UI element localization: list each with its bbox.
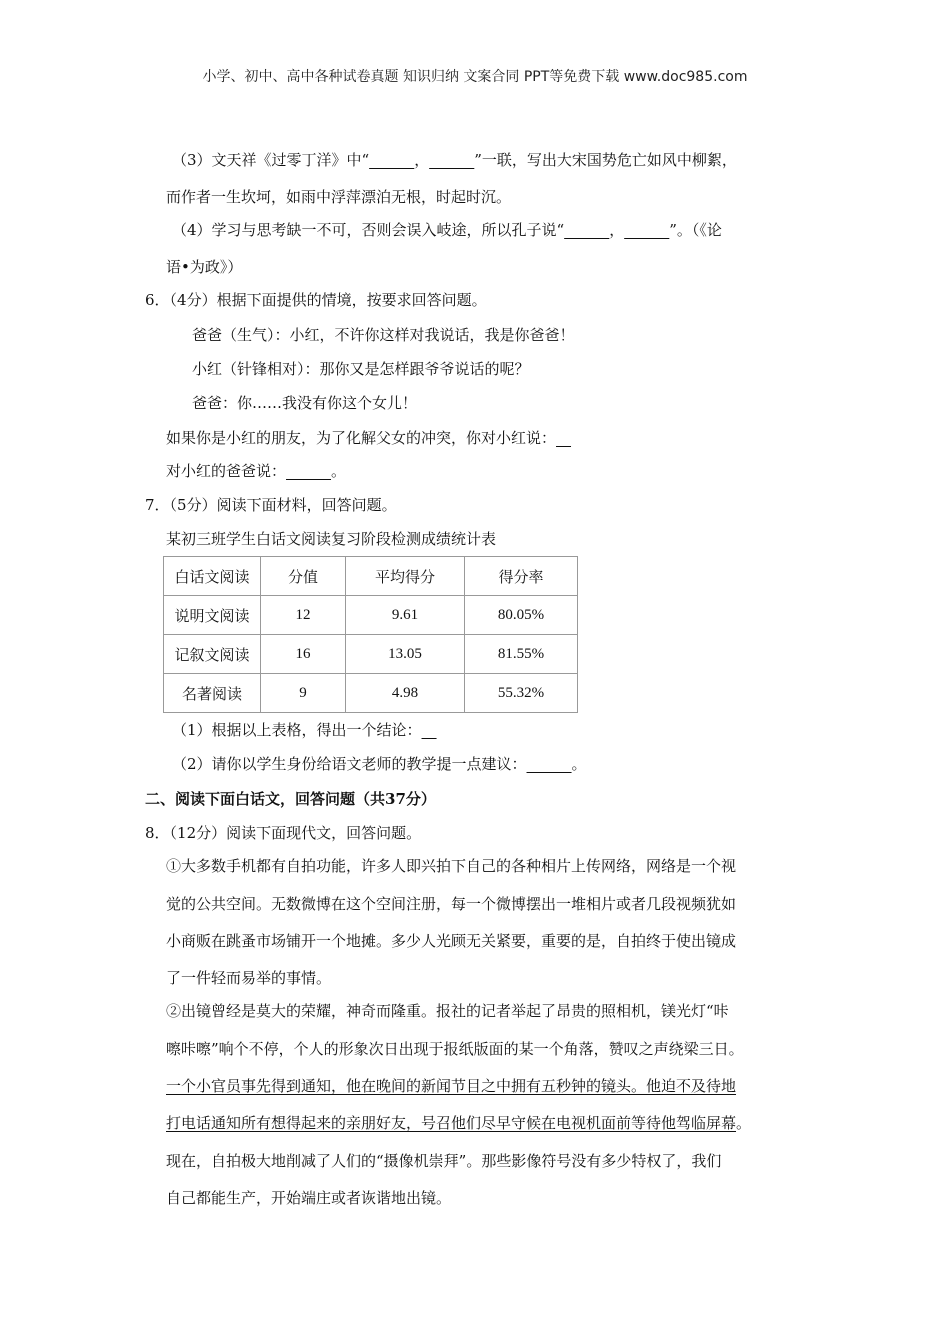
- q8-p1-line4: 了一件轻而易举的事情。: [166, 969, 332, 987]
- q8-p1-line3: 小商贩在跳蚤市场铺开一个地摊。多少人光顾无关紧要，重要的是，自拍终于使出镜成: [166, 932, 737, 950]
- q5-4-line2: 语•为政》）: [166, 258, 243, 276]
- q5-3-line2: 而作者一生坎坷，如雨中浮萍漂泊无根，时起时沉。: [166, 188, 512, 206]
- table-cell: 12: [261, 596, 346, 635]
- q8-p2-underlined-1: 一个小官员事先得到通知，他在晚间的新闻节目之中拥有五秒钟的镜头。他迫不及待地: [166, 1077, 737, 1095]
- table-cell: 记叙文阅读: [164, 635, 261, 674]
- q8-p2-underlined-2-wrap: [166, 1113, 751, 1133]
- q5-3-line1: [172, 150, 737, 170]
- q6-prompt1: [166, 428, 571, 448]
- q7-sub2: [172, 754, 587, 774]
- q8-p2-underlined-2: 打电话通知所有想得起来的亲朋好友，号召他们尽早守候在电视机面前等待他驾临屏幕: [166, 1114, 737, 1132]
- q6-prompt1-text: 如果你是小红的朋友，为了化解父女的冲突，你对小红说：: [166, 429, 557, 447]
- q8-p2-line1: ②出镜曾经是莫大的荣耀，神奇而隆重。报社的记者举起了昂贵的照相机，镁光灯“咔: [166, 1002, 729, 1020]
- q5-3-blank2: ______: [429, 151, 475, 169]
- q6-title: 6．（4分）根据下面提供的情境，按要求回答问题。: [145, 291, 487, 309]
- table-cell: 16: [261, 635, 346, 674]
- q8-p2-line6: 自己都能生产，开始端庄或者诙谐地出镜。: [166, 1189, 452, 1207]
- q5-4-text-pre: （4）学习与思考缺一不可，否则会误入岐途，所以孔子说“: [172, 221, 565, 239]
- q8-p1-line1: ①大多数手机都有自拍功能，许多人即兴拍下自己的各种相片上传网络，网络是一个视: [166, 857, 737, 875]
- q7-title: 7．（5分）阅读下面材料，回答问题。: [145, 496, 397, 514]
- q5-3-sep: ，: [414, 151, 430, 169]
- table-header-cell: 分值: [261, 557, 346, 596]
- q8-p2-line5: 现在，自拍极大地削减了人们的“摄像机崇拜”。那些影像符号没有多少特权了，我们: [166, 1152, 722, 1170]
- score-table: [163, 556, 578, 713]
- q8-p2-line2: 嚓咔嚓”响个不停，个人的形象次日出现于报纸版面的某一个角落，赞叹之声绕梁三日。: [166, 1040, 744, 1058]
- q7-table-caption: 某初三班学生白话文阅读复习阶段检测成绩统计表: [166, 530, 497, 548]
- table-cell: 9: [261, 674, 346, 713]
- q7-sub1-blank: __: [421, 721, 437, 739]
- q7-sub2-blank: ______: [526, 755, 572, 773]
- table-row: [164, 635, 578, 674]
- table-cell: 55.32%: [465, 674, 578, 713]
- q5-4-text-post: ”。（《论: [669, 221, 722, 239]
- table-row: [164, 674, 578, 713]
- table-row: [164, 596, 578, 635]
- q8-title: 8．（12分）阅读下面现代文，回答问题。: [145, 824, 422, 842]
- q6-prompt1-blank: __: [556, 429, 572, 447]
- q7-sub1-text: （1）根据以上表格，得出一个结论：: [172, 721, 422, 739]
- table-cell: 81.55%: [465, 635, 578, 674]
- table-cell: 说明文阅读: [164, 596, 261, 635]
- page-header: 小学、初中、高中各种试卷真题 知识归纳 文案合同 PPT等免费下载 www.doc985.com: [202, 69, 748, 85]
- table-header-cell: 得分率: [465, 557, 578, 596]
- q5-3-text-post: ”一联，写出大宋国势危亡如风中柳絮，: [474, 151, 737, 169]
- q5-4-sep: ，: [609, 221, 625, 239]
- section-heading: 二、阅读下面白话文，回答问题（共37分）: [145, 790, 436, 808]
- q7-sub2-text: （2）请你以学生身份给语文老师的教学提一点建议：: [172, 755, 527, 773]
- table-cell: 名著阅读: [164, 674, 261, 713]
- q7-sub2-end: 。: [571, 755, 587, 773]
- q8-p2-underlined-end: 。: [736, 1114, 752, 1132]
- q7-sub1: [172, 720, 437, 740]
- q6-dialogue-2: 小红（针锋相对）：那你又是怎样跟爷爷说话的呢？: [192, 360, 530, 378]
- q5-4-blank1: ______: [564, 221, 610, 239]
- q6-prompt2-text: 对小红的爸爸说：: [166, 462, 287, 480]
- q8-p1-line2: 觉的公共空间。无数微博在这个空间注册，每一个微博摆出一堆相片或者几段视频犹如: [166, 895, 737, 913]
- q6-prompt2-blank: ______: [286, 462, 332, 480]
- q5-4-blank2: ______: [624, 221, 670, 239]
- table-cell: 4.98: [346, 674, 465, 713]
- q5-3-blank1: ______: [369, 151, 415, 169]
- q6-prompt2-end: 。: [331, 462, 347, 480]
- q5-3-text-pre: （3）文天祥《过零丁洋》中“: [172, 151, 370, 169]
- table-header-row: [164, 557, 578, 596]
- table-cell: 13.05: [346, 635, 465, 674]
- q6-dialogue-1: 爸爸（生气）：小红，不许你这样对我说话，我是你爸爸！: [192, 326, 575, 344]
- table-cell: 9.61: [346, 596, 465, 635]
- table-header-cell: 白话文阅读: [164, 557, 261, 596]
- table-cell: 80.05%: [465, 596, 578, 635]
- q5-4-line1: [172, 220, 722, 240]
- q6-dialogue-3: 爸爸：你……我没有你这个女儿！: [192, 394, 418, 412]
- table-header-cell: 平均得分: [346, 557, 465, 596]
- q6-prompt2: [166, 461, 346, 481]
